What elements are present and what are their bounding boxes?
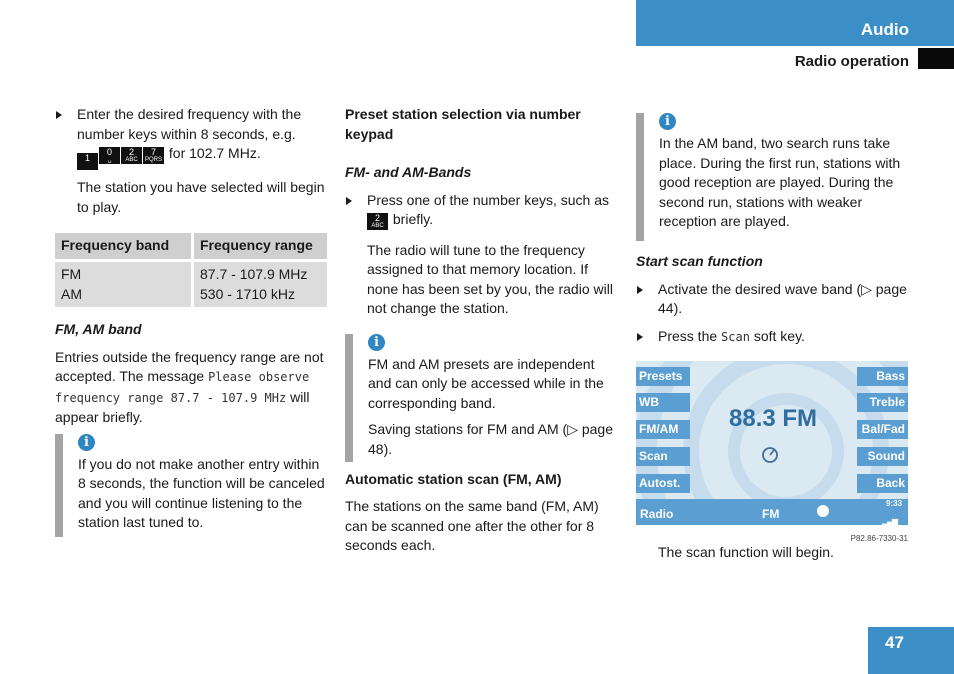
table-header-range: Frequency range [193,233,328,261]
info-bar [636,113,644,241]
table-cell-ranges: 87.7 - 107.9 MHz 530 - 1710 kHz [193,261,328,308]
page-number: 47 [885,633,904,652]
info-text: If you do not make another entry within 8 seconds, the function will be canceled and you will continue listening to the station last tuned to. [78,455,325,530]
table-header-band: Frequency band [55,233,193,261]
softkey-treble: Treble [857,393,908,412]
info-text: FM and AM presets are independent and can only be accessed while in the corresponding band. [368,355,604,411]
thumb-tab [918,48,954,69]
heading-start-scan: Start scan function [636,253,763,269]
info-icon: i [659,113,676,130]
info-box [55,434,330,537]
column-3 [636,105,908,563]
softkey-autost: Autost. [636,474,690,493]
column-2 [345,105,620,556]
key-2: 2 ABC [121,147,142,164]
step-press-key: Press one of the number keys, such as 2 ABC briefly. [345,191,620,233]
step-press-scan: Press the Scan soft key. [636,327,908,348]
number-keys [77,147,165,170]
frequency-readout: 88.3 FM [729,405,818,432]
radio-display-screenshot [636,361,908,543]
softkey-bass: Bass [857,367,908,386]
section-header [636,0,954,46]
softkey-presets: Presets [636,367,690,386]
status-bar [636,499,908,525]
subheading-bands: FM- and AM-Bands [345,164,472,180]
result-text: The station you have selected will begin to play. [77,179,325,215]
heading-automatic-scan: Automatic station scan (FM, AM) [345,470,562,487]
info-icon: i [368,334,385,351]
number-key-2 [367,213,389,233]
info-box [345,334,620,462]
softkey-scan: Scan [636,447,690,466]
section-title: Audio [860,20,909,39]
table-cell-bands: FM AM [55,261,193,308]
table-row [55,261,327,308]
key-1: 1 [77,153,98,170]
heading-preset-selection: Preset station selection via number keypad [345,106,581,142]
softkey-bal-fad: Bal/Fad [857,420,908,439]
info-box [636,113,908,241]
paragraph-frequency-range: Entries outside the frequency range are not accepted. The message Please observe frequency range 87.7 - 107.9 MHz will appear briefly. [55,348,324,425]
heading-fm-am-band: FM, AM band [55,321,142,337]
figure-caption: P82.86-7330-31 [850,534,908,543]
key-0: 0 ␣ [99,147,120,164]
softkey-wb: WB [636,393,690,412]
status-radio: Radio [640,507,674,521]
frequency-table [55,233,327,307]
paragraph-scan: The stations on the same band (FM, AM) can be scanned one after the other for 8 seconds each. [345,498,599,553]
softkey-fm-am: FM/AM [636,420,690,439]
result-text: The scan function will begin. [658,544,834,560]
info-bar [55,434,63,537]
status-clock: 9:33 [886,499,903,508]
subsection-title: Radio operation [794,53,909,70]
page-number-box [868,627,954,674]
softkey-sound: Sound [857,447,908,466]
key-7: 7 PQRS [144,147,162,163]
signal-strength-icon: ▂▄▆ [882,517,897,526]
record-dot-icon [817,505,829,517]
step-activate-band: Activate the desired wave band (▷ page 44). [636,280,908,319]
status-band: FM [762,507,780,521]
result-text: The radio will tune to the frequency assigned to that memory location. If none has been set by you, the radio will not change the station. [367,241,613,316]
key-2: 2 ABC [367,213,388,230]
softkey-back: Back [857,474,908,493]
step-enter-frequency: Enter the desired frequency with the number keys within 8 seconds, e.g. 1 0 ␣ 2 ABC 7 PQRS for 102.7 MHz. [55,105,330,170]
info-icon: i [78,434,95,451]
info-text: In the AM band, two search runs take place. During the first run, stations with good reception are played. During the second run, stations with weaker reception are played. [659,135,901,229]
info-text: Saving stations for FM and AM (▷ page 48). [368,421,613,457]
column-1 [55,105,330,537]
info-bar [345,334,353,462]
